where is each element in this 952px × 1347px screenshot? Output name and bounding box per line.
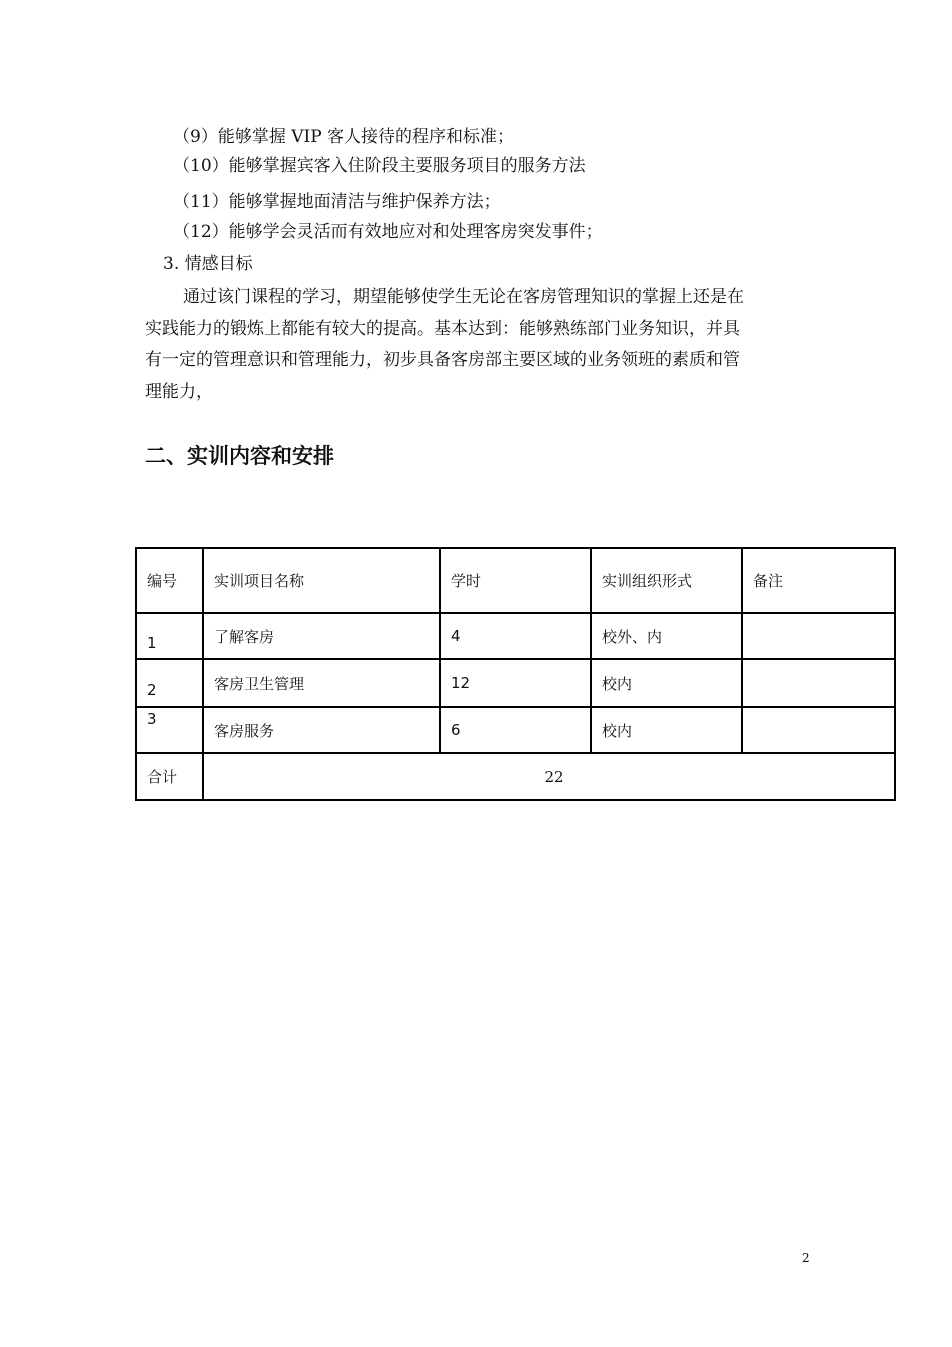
header-cell: 实训组织形式 xyxy=(591,548,742,613)
paragraph-line-4: 理能力， xyxy=(145,382,213,402)
objective-11: （11）能够掌握地面清洁与维护保养方法； xyxy=(173,192,501,212)
page-number: 2 xyxy=(802,1251,810,1265)
header-cell: 备注 xyxy=(742,548,895,613)
training-schedule-table xyxy=(135,547,896,801)
objective-12: （12）能够学会灵活而有效地应对和处理客房突发事件； xyxy=(173,222,603,242)
table-row xyxy=(136,659,895,707)
table-header-row xyxy=(136,548,895,613)
table-row xyxy=(136,707,895,753)
hours: 6 xyxy=(440,707,591,753)
row-number: 3 xyxy=(136,707,203,753)
hours: 12 xyxy=(440,659,591,707)
paragraph-line-3: 有一定的管理意识和管理能力，初步具备客房部主要区域的业务领班的素质和管 xyxy=(145,350,740,370)
remarks xyxy=(742,613,895,659)
section-title: 二、实训内容和安排 xyxy=(145,444,334,468)
objective-9: （9）能够掌握 VIP 客人接待的程序和标准； xyxy=(173,127,515,147)
header-cell: 实训项目名称 xyxy=(203,548,440,613)
remarks xyxy=(742,659,895,707)
row-number: 1 xyxy=(136,613,203,659)
total-label: 合计 xyxy=(136,753,203,800)
project-name: 客房服务 xyxy=(203,707,440,753)
remarks xyxy=(742,707,895,753)
header-cell: 学时 xyxy=(440,548,591,613)
project-name: 客房卫生管理 xyxy=(203,659,440,707)
hours: 4 xyxy=(440,613,591,659)
project-name: 了解客房 xyxy=(203,613,440,659)
paragraph-line-1: 通过该门课程的学习，期望能够使学生无论在客房管理知识的掌握上还是在 xyxy=(183,287,744,307)
organization-form: 校外、内 xyxy=(591,613,742,659)
paragraph-line-2: 实践能力的锻炼上都能有较大的提高。基本达到：能够熟练部门业务知识，并具 xyxy=(145,319,740,339)
row-number: 2 xyxy=(136,659,203,707)
objective-10: （10）能够掌握宾客入住阶段主要服务项目的服务方法 xyxy=(173,156,586,176)
organization-form: 校内 xyxy=(591,659,742,707)
header-cell: 编号 xyxy=(136,548,203,613)
total-hours: 22 xyxy=(203,753,895,800)
table-row xyxy=(136,613,895,659)
subheading-emotional-goals: 3. 情感目标 xyxy=(163,254,253,274)
organization-form: 校内 xyxy=(591,707,742,753)
table-total-row xyxy=(136,753,895,800)
